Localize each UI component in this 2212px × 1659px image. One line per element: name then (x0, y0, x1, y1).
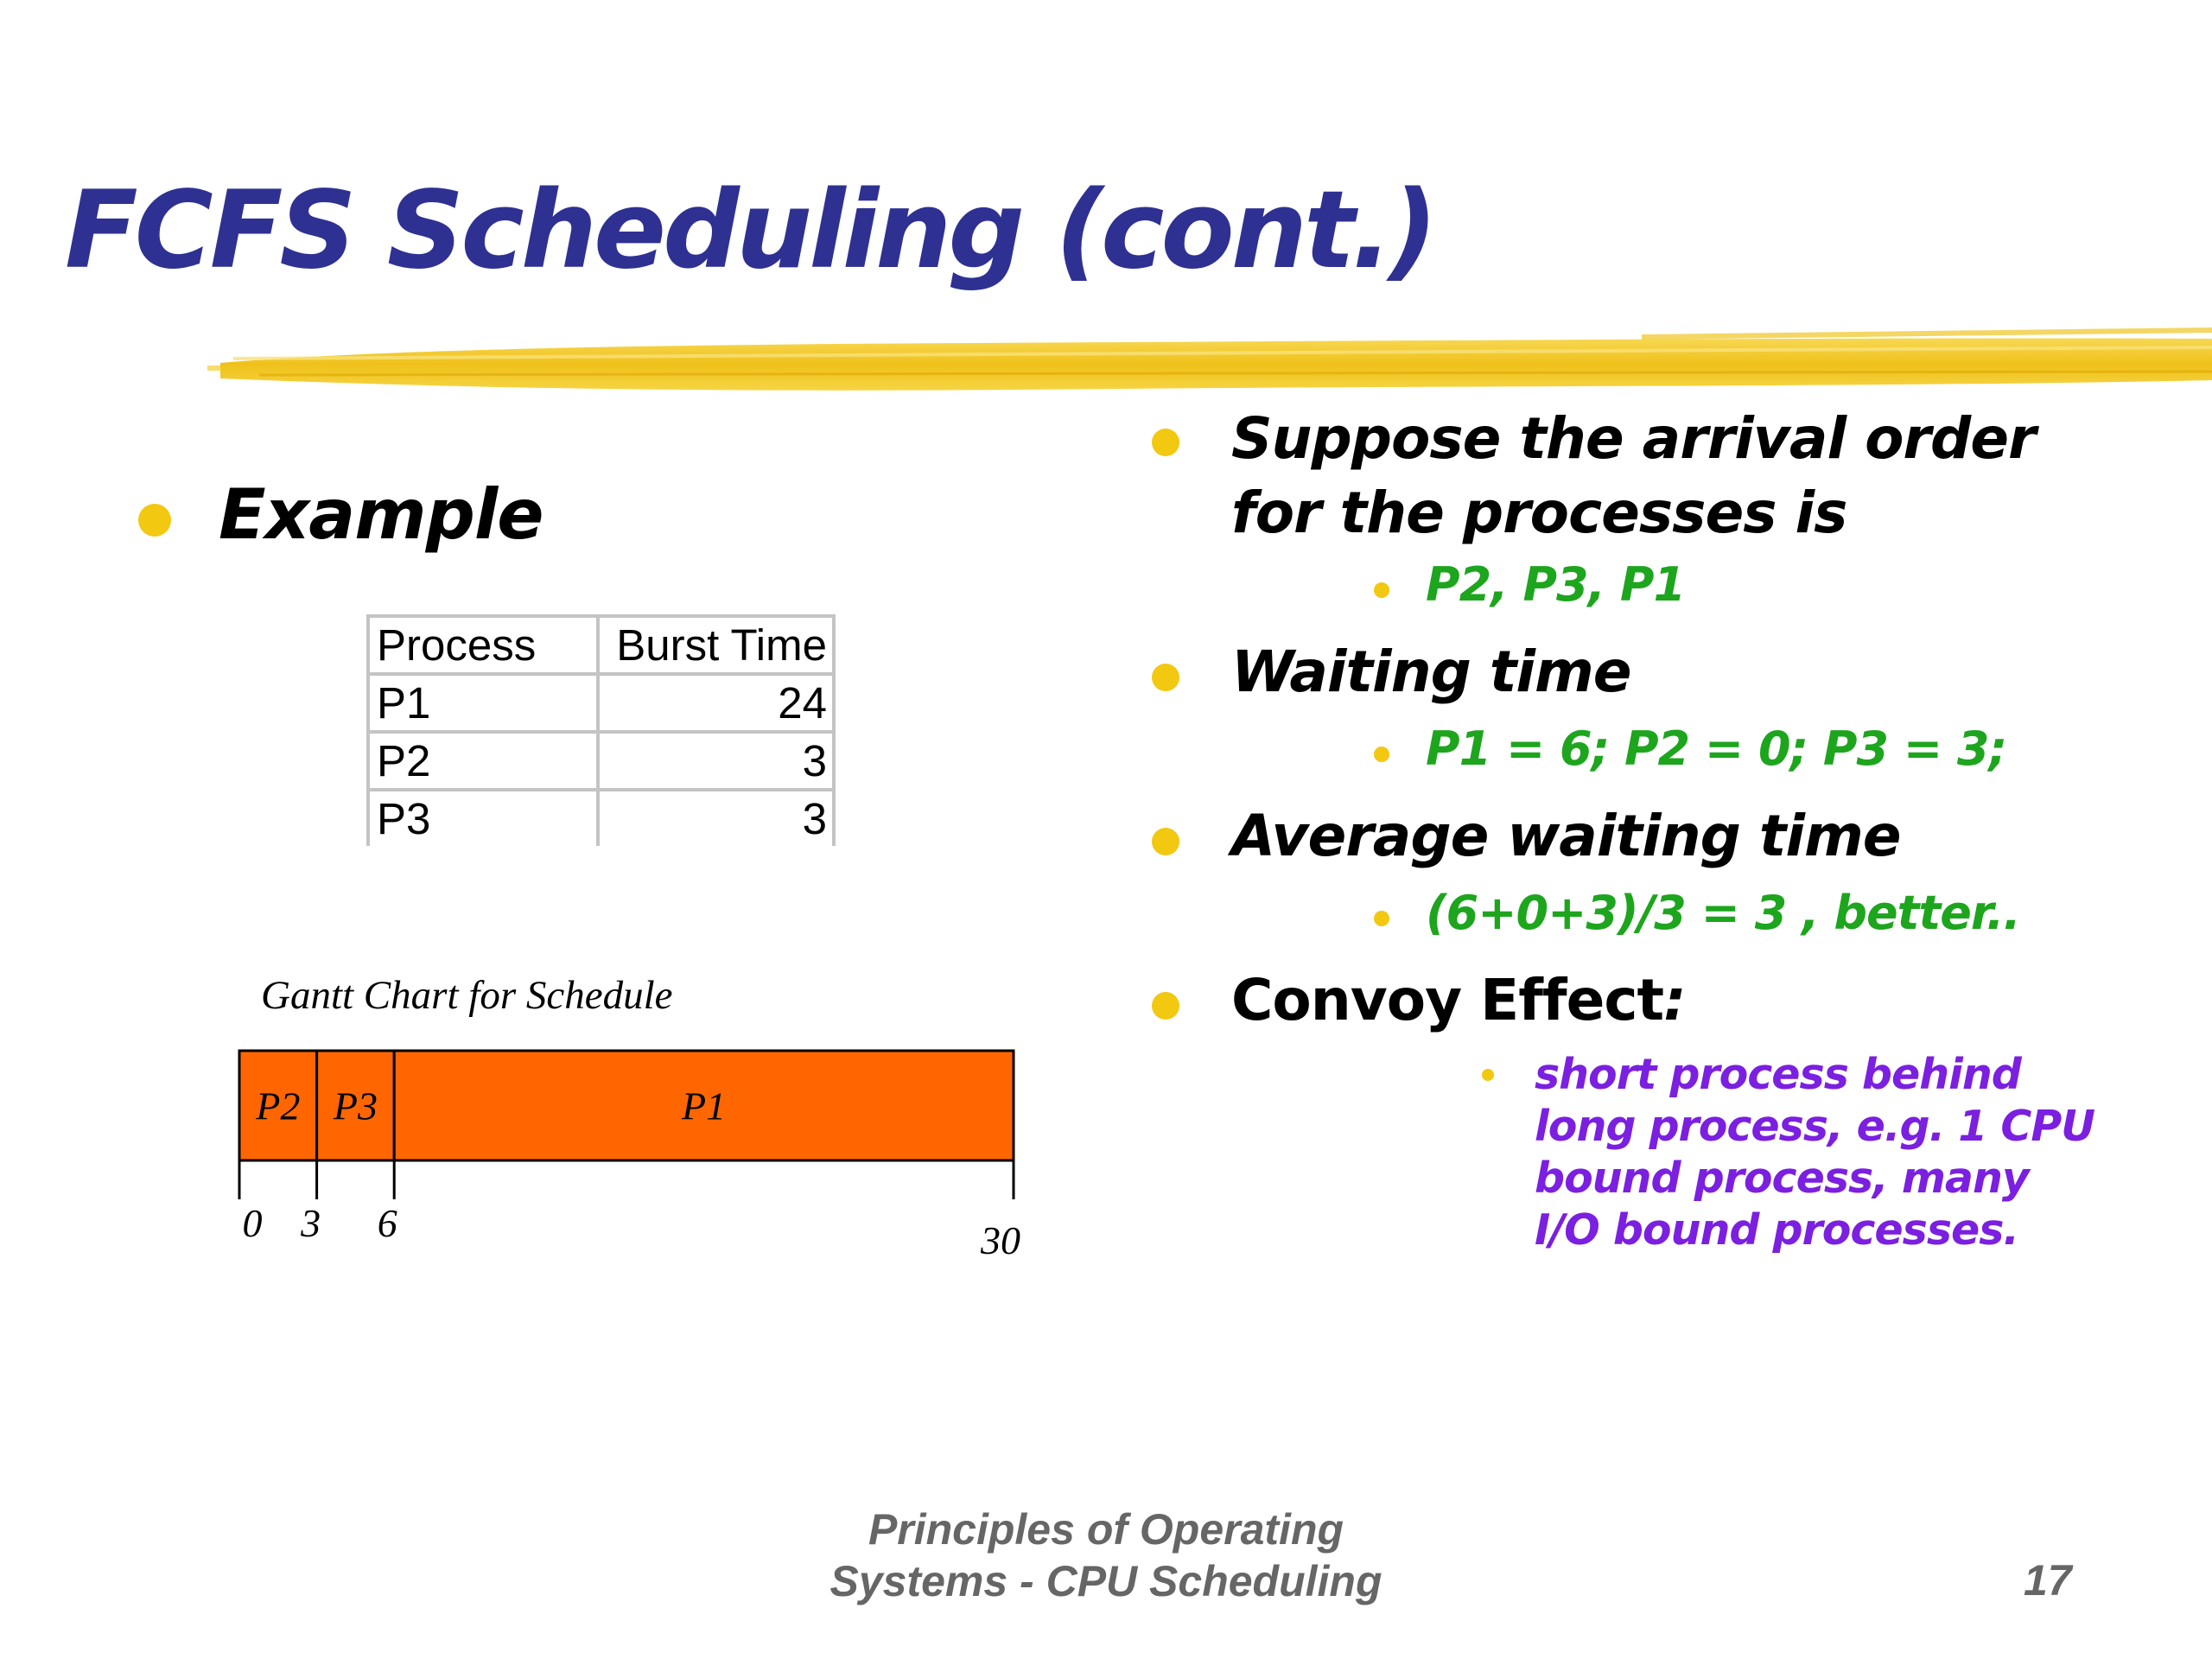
slide-title: FCFS Scheduling (cont.) (65, 168, 1435, 293)
table-row (368, 732, 834, 790)
footer-line1: Principles of Operating (868, 1505, 1344, 1554)
arrival-order-bullet (1231, 402, 2036, 550)
gantt-bar-label: P2 (256, 1084, 301, 1128)
convoy-line1: short process behind (1535, 1050, 2021, 1099)
table-row (368, 790, 834, 846)
sub-bullet-dot (1374, 747, 1389, 762)
page-number: 17 (2024, 1556, 2072, 1605)
table-header-row (368, 616, 834, 674)
example-label: Example (219, 474, 543, 555)
gantt-chart (225, 1037, 1054, 1270)
table-cell-process: P2 (368, 732, 598, 790)
waiting-time-bullet: Waiting time (1231, 639, 1631, 705)
bullet-dot (1152, 429, 1179, 456)
sub-bullet-dot (1374, 911, 1389, 926)
gantt-chart-title: Gantt Chart for Schedule (261, 973, 673, 1018)
table-cell-burst: 24 (598, 674, 834, 732)
table-cell-burst: 3 (598, 790, 834, 846)
gantt-tick-label: 30 (981, 1218, 1020, 1262)
gantt-tick-label: 6 (377, 1201, 397, 1245)
process-table (366, 614, 836, 846)
convoy-line2: long process, e.g. 1 CPU (1535, 1102, 2095, 1151)
gantt-bar-label: P1 (682, 1084, 727, 1128)
bullet-dot (1152, 992, 1179, 1020)
table-cell-process: P3 (368, 790, 598, 846)
sub-bullet-dot (1482, 1069, 1494, 1081)
gantt-tick-label: 3 (301, 1201, 321, 1245)
title-underline-brush (0, 311, 2212, 406)
convoy-effect-description (1535, 1049, 2094, 1256)
bullet-dot (138, 504, 171, 537)
arrival-order-line2: for the processes is (1231, 480, 1847, 546)
footer-line2: Systems - CPU Scheduling (830, 1557, 1382, 1605)
waiting-time-values: P1 = 6; P2 = 0; P3 = 3; (1426, 721, 2007, 776)
bullet-dot (1152, 828, 1179, 855)
convoy-line3: bound process, many (1535, 1154, 2029, 1203)
convoy-line4: I/O bound processes. (1535, 1205, 2019, 1255)
sub-bullet-dot (1374, 582, 1389, 598)
convoy-effect-bullet (1231, 963, 1686, 1038)
gantt-tick-label: 0 (242, 1201, 263, 1245)
table-header-process: Process (368, 616, 598, 674)
bullet-dot (1152, 664, 1179, 691)
table-header-burst-time: Burst Time (598, 616, 834, 674)
footer-course-title (760, 1503, 1452, 1607)
table-row (368, 674, 834, 732)
average-waiting-time-bullet: Average waiting time (1231, 803, 1901, 869)
convoy-effect-colon: : (1663, 967, 1686, 1033)
average-waiting-time-value: (6+0+3)/3 = 3 , better.. (1426, 886, 2020, 940)
convoy-effect-label: Convoy Effect (1231, 967, 1664, 1033)
gantt-bar-label: P3 (333, 1084, 378, 1128)
table-cell-process: P1 (368, 674, 598, 732)
arrival-order-line1: Suppose the arrival order (1231, 405, 2036, 472)
arrival-order-value: P2, P3, P1 (1426, 557, 1686, 612)
table-cell-burst: 3 (598, 732, 834, 790)
